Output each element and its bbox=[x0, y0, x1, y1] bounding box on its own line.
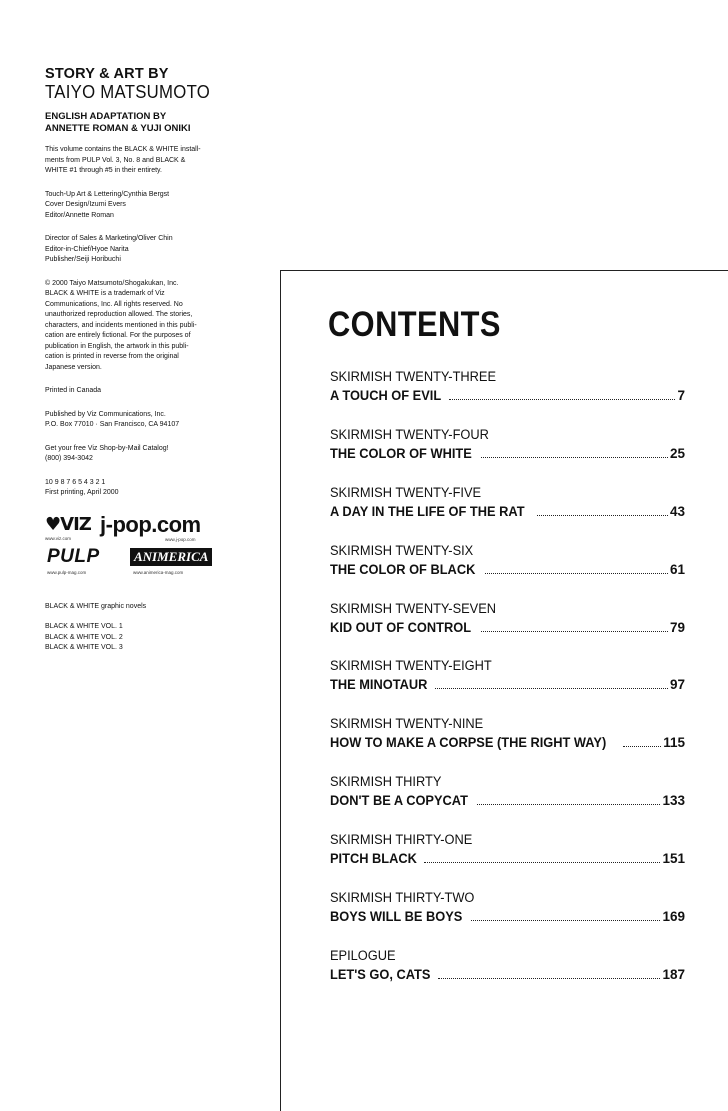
toc-leader-dots bbox=[424, 862, 661, 863]
publisher-address bbox=[45, 410, 235, 431]
contents-title: CONTENTS bbox=[328, 305, 501, 344]
fine-line: Editor-in-Chief/Hyoe Narita bbox=[45, 245, 129, 253]
toc-page-number: 61 bbox=[669, 561, 685, 577]
toc-title-row bbox=[330, 851, 685, 867]
toc-title: DON'T BE A COPYCAT bbox=[330, 793, 468, 809]
toc-title-row bbox=[330, 620, 685, 636]
toc-leader-dots bbox=[471, 920, 660, 921]
toc-title: KID OUT OF CONTROL bbox=[330, 619, 472, 635]
toc-leader-dots bbox=[537, 515, 668, 516]
adaptation-label: ENGLISH ADAPTATION BY bbox=[45, 111, 167, 122]
pulp-logo: PULP bbox=[47, 545, 100, 567]
toc-page-number: 133 bbox=[662, 793, 685, 809]
fine-line: Communications, Inc. All rights reserved. No bbox=[45, 300, 183, 308]
fine-line: Editor/Annette Roman bbox=[45, 211, 114, 219]
toc-skirmish: SKIRMISH TWENTY-SEVEN bbox=[330, 600, 497, 616]
toc-title-row bbox=[330, 504, 685, 520]
series-volume: BLACK & WHITE VOL. 1 bbox=[45, 623, 123, 630]
publisher-logos bbox=[45, 512, 235, 582]
fine-line: BLACK & WHITE is a trademark of Viz bbox=[45, 290, 165, 297]
toc-title-row bbox=[330, 909, 685, 925]
toc-entry bbox=[330, 832, 685, 890]
toc-title: THE COLOR OF BLACK bbox=[330, 561, 476, 577]
series-list bbox=[45, 602, 235, 654]
fine-line: characters, and incidents mentioned in this publi- bbox=[45, 321, 197, 329]
toc-entry bbox=[330, 890, 685, 948]
fine-line: ments from PULP Vol. 3, No. 8 and BLACK & bbox=[45, 156, 186, 164]
author-name: TAIYO MATSUMOTO bbox=[45, 82, 211, 102]
toc-page-number: 7 bbox=[677, 388, 685, 403]
toc-entry bbox=[330, 716, 685, 774]
printed-in bbox=[45, 386, 235, 397]
toc-leader-dots bbox=[477, 804, 660, 805]
fine-line: This volume contains the BLACK & WHITE install- bbox=[45, 146, 201, 153]
fine-line: (800) 394-3042 bbox=[45, 455, 93, 462]
toc-title: LET'S GO, CATS bbox=[330, 966, 431, 982]
fine-line: WHITE #1 through #5 in their entirety. bbox=[45, 167, 162, 174]
management-credits bbox=[45, 234, 235, 266]
credits-column bbox=[45, 66, 235, 654]
toc-entry bbox=[330, 658, 685, 716]
toc-title: HOW TO MAKE A CORPSE (THE RIGHT WAY) bbox=[330, 735, 607, 751]
volume-note bbox=[45, 145, 235, 177]
toc-title-row bbox=[330, 735, 685, 751]
toc-title-row bbox=[330, 793, 685, 809]
toc-page-number: 79 bbox=[669, 619, 685, 635]
fine-line: Japanese version. bbox=[45, 363, 102, 371]
fine-line: Printed in Canada bbox=[45, 387, 102, 394]
toc-entry bbox=[330, 948, 685, 1006]
viz-swirl-icon: ♥ bbox=[45, 513, 61, 535]
toc-page-number: 25 bbox=[669, 445, 685, 461]
toc-skirmish: SKIRMISH TWENTY-SIX bbox=[330, 542, 474, 558]
toc-leader-dots bbox=[481, 631, 668, 632]
toc-entry bbox=[330, 774, 685, 832]
printing-info bbox=[45, 478, 235, 499]
viz-logo-text: VIZ bbox=[60, 513, 91, 535]
toc-page-number: 43 bbox=[669, 503, 685, 519]
jpop-url: www.j-pop.com bbox=[165, 536, 196, 542]
fine-line: Director of Sales & Marketing/Oliver Chin bbox=[45, 235, 173, 242]
toc-skirmish: SKIRMISH TWENTY-THREE bbox=[330, 369, 497, 384]
toc-page-number: 187 bbox=[662, 966, 685, 982]
story-art-label: STORY & ART BY bbox=[45, 66, 169, 82]
toc-title-row bbox=[330, 388, 685, 404]
toc-title-row bbox=[330, 677, 685, 693]
fine-line: Published by Viz Communications, Inc. bbox=[45, 410, 166, 418]
table-of-contents bbox=[330, 369, 685, 1006]
toc-entry bbox=[330, 427, 685, 485]
series-volume: BLACK & WHITE VOL. 3 bbox=[45, 644, 123, 651]
adaptation-credit bbox=[45, 111, 235, 135]
fine-line: P.O. Box 77010 · San Francisco, CA 94107 bbox=[45, 421, 180, 428]
animerica-url: www.animerica-mag.com bbox=[133, 569, 184, 575]
animerica-logo: ANIMERICA bbox=[130, 548, 212, 566]
toc-leader-dots bbox=[623, 746, 661, 747]
toc-entry bbox=[330, 601, 685, 659]
toc-leader-dots bbox=[438, 978, 661, 979]
toc-skirmish: SKIRMISH THIRTY bbox=[330, 774, 442, 790]
fine-line: publication in English, the artwork in this publi- bbox=[45, 342, 189, 350]
toc-leader-dots bbox=[435, 688, 668, 689]
toc-leader-dots bbox=[481, 457, 668, 458]
copyright-notice bbox=[45, 279, 235, 374]
toc-title: THE COLOR OF WHITE bbox=[330, 445, 472, 461]
fine-line: cation are entirely fictional. For the purposes of bbox=[45, 332, 191, 339]
toc-entry bbox=[330, 543, 685, 601]
pulp-url: www.pulp-mag.com bbox=[47, 569, 87, 575]
toc-title-row bbox=[330, 562, 685, 578]
toc-page-number: 169 bbox=[662, 909, 685, 925]
toc-title: BOYS WILL BE BOYS bbox=[330, 909, 463, 925]
fine-line: Touch-Up Art & Lettering/Cynthia Bergst bbox=[45, 190, 170, 198]
staff-credits bbox=[45, 190, 235, 222]
toc-title-row bbox=[330, 446, 685, 462]
fine-line: cation is printed in reverse from the original bbox=[45, 353, 179, 360]
toc-title: A TOUCH OF EVIL bbox=[330, 388, 442, 403]
toc-skirmish: SKIRMISH THIRTY-ONE bbox=[330, 832, 473, 848]
toc-skirmish: SKIRMISH TWENTY-FIVE bbox=[330, 484, 482, 500]
toc-page-number: 151 bbox=[662, 851, 685, 867]
toc-title: A DAY IN THE LIFE OF THE RAT bbox=[330, 503, 525, 519]
toc-skirmish: SKIRMISH TWENTY-FOUR bbox=[330, 426, 489, 442]
toc-page-number: 97 bbox=[669, 677, 685, 693]
fine-line: Cover Design/Izumi Evers bbox=[45, 201, 126, 208]
toc-entry bbox=[330, 369, 685, 427]
toc-skirmish: SKIRMISH TWENTY-NINE bbox=[330, 716, 484, 732]
fine-line: Get your free Viz Shop-by-Mail Catalog! bbox=[45, 444, 169, 452]
toc-leader-dots bbox=[485, 573, 668, 574]
toc-leader-dots bbox=[449, 399, 675, 400]
toc-page-number: 115 bbox=[663, 735, 685, 751]
fine-line: 10 9 8 7 6 5 4 3 2 1 bbox=[45, 478, 106, 486]
toc-entry bbox=[330, 485, 685, 543]
adapters-name: ANNETTE ROMAN & YUJI ONIKI bbox=[45, 123, 191, 134]
toc-skirmish: EPILOGUE bbox=[330, 947, 396, 963]
series-volume: BLACK & WHITE VOL. 2 bbox=[45, 633, 123, 641]
toc-skirmish: SKIRMISH THIRTY-TWO bbox=[330, 890, 475, 906]
series-heading: BLACK & WHITE graphic novels bbox=[45, 602, 147, 610]
fine-line: Publisher/Seiji Horibuchi bbox=[45, 256, 121, 263]
toc-title: PITCH BLACK bbox=[330, 851, 417, 867]
toc-title: THE MINOTAUR bbox=[330, 677, 428, 693]
viz-logo bbox=[45, 514, 91, 535]
fine-line: First printing, April 2000 bbox=[45, 489, 119, 496]
fine-line: © 2000 Taiyo Matsumoto/Shogakukan, Inc. bbox=[45, 279, 179, 287]
toc-skirmish: SKIRMISH TWENTY-EIGHT bbox=[330, 658, 492, 674]
catalog-offer bbox=[45, 444, 235, 465]
toc-title-row bbox=[330, 967, 685, 983]
fine-line: unauthorized reproduction allowed. The stories, bbox=[45, 311, 193, 318]
viz-url: www.viz.com bbox=[45, 535, 72, 541]
jpop-logo: j-pop.com bbox=[100, 511, 201, 537]
